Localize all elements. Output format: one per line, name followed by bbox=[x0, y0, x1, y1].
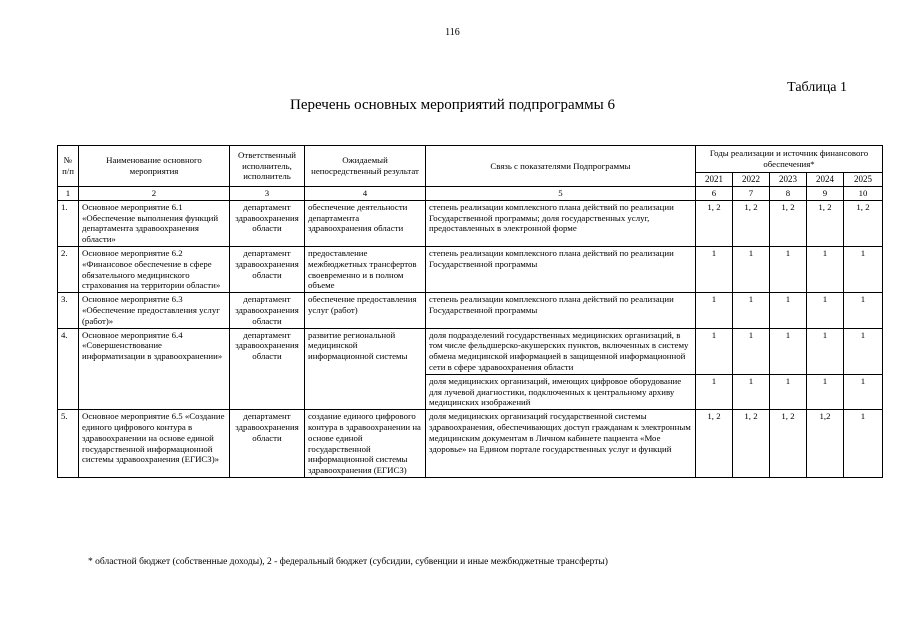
row-num: 2. bbox=[58, 246, 79, 292]
column-number: 1 bbox=[58, 186, 79, 200]
header-year: 2021 bbox=[696, 173, 733, 187]
year-funding-value: 1, 2 bbox=[844, 200, 883, 246]
year-funding-value: 1 bbox=[807, 374, 844, 409]
header-executor: Ответственный исполнитель, исполнитель bbox=[230, 146, 305, 187]
year-funding-value: 1 bbox=[770, 293, 807, 328]
year-funding-value: 1 bbox=[844, 293, 883, 328]
header-result: Ожидаемый непосредственный результат bbox=[305, 146, 426, 187]
indicator-link: доля медицинских организаций государственной системы здравоохранения, обеспечивающих доступ гражданам к электронным медицинским документам в Личном кабинете пациента «Мое здоровье» на Едином портале государственных услуг и функций bbox=[426, 410, 696, 478]
activity-name: Основное мероприятие 6.2 «Финансовое обеспечение в сфере обязательного медицинского страхования на территории области» bbox=[79, 246, 230, 292]
row-num: 1. bbox=[58, 200, 79, 246]
row-num: 4. bbox=[58, 328, 79, 410]
year-funding-value: 1 bbox=[696, 246, 733, 292]
table-row bbox=[58, 200, 883, 246]
header-year: 2022 bbox=[733, 173, 770, 187]
header-name: Наименование основного мероприятия bbox=[79, 146, 230, 187]
activity-result: развитие региональной медицинской информационной системы bbox=[305, 328, 426, 410]
year-funding-value: 1 bbox=[770, 374, 807, 409]
table-row bbox=[58, 246, 883, 292]
indicator-link: степень реализации комплексного плана действий по реализации Государственной программы bbox=[426, 293, 696, 328]
year-funding-value: 1, 2 bbox=[770, 200, 807, 246]
column-number: 9 bbox=[807, 186, 844, 200]
table-row bbox=[58, 293, 883, 328]
header-num: № п/п bbox=[58, 146, 79, 187]
page-title: Перечень основных мероприятий подпрограммы 6 bbox=[290, 97, 615, 113]
year-funding-value: 1,2 bbox=[807, 410, 844, 478]
column-number: 7 bbox=[733, 186, 770, 200]
year-funding-value: 1, 2 bbox=[696, 200, 733, 246]
activity-executor: департамент здравоохранения области bbox=[230, 328, 305, 410]
year-funding-value: 1, 2 bbox=[733, 410, 770, 478]
page-number: 116 bbox=[445, 27, 460, 38]
year-funding-value: 1 bbox=[733, 374, 770, 409]
year-funding-value: 1 bbox=[770, 328, 807, 374]
activity-executor: департамент здравоохранения области bbox=[230, 410, 305, 478]
header-year: 2023 bbox=[770, 173, 807, 187]
header-years-group: Годы реализации и источник финансового обеспечения* bbox=[696, 146, 883, 173]
year-funding-value: 1 bbox=[807, 246, 844, 292]
header-link: Связь с показателями Подпрограммы bbox=[426, 146, 696, 187]
indicator-link: доля подразделений государственных медицинских организаций, в том числе фельдшерско-акушерских пунктов, включенных в систему обмена медицинской информацией в защищенной информационной сети в сфере здравоохранения области bbox=[426, 328, 696, 374]
footnote: * областной бюджет (собственные доходы), 2 - федеральный бюджет (субсидии, субвенции и иные межбюджетные трансферты) bbox=[88, 557, 608, 567]
year-funding-value: 1 bbox=[733, 293, 770, 328]
activity-name: Основное мероприятие 6.4 «Совершенствование информатизации в здравоохранении» bbox=[79, 328, 230, 410]
year-funding-value: 1, 2 bbox=[696, 410, 733, 478]
year-funding-value: 1 bbox=[696, 293, 733, 328]
year-funding-value: 1 bbox=[844, 374, 883, 409]
year-funding-value: 1 bbox=[733, 246, 770, 292]
column-number: 8 bbox=[770, 186, 807, 200]
activity-executor: департамент здравоохранения области bbox=[230, 200, 305, 246]
table-row bbox=[58, 328, 883, 374]
year-funding-value: 1 bbox=[807, 293, 844, 328]
activity-result: обеспечение деятельности департамента здравоохранения области bbox=[305, 200, 426, 246]
year-funding-value: 1 bbox=[844, 328, 883, 374]
activity-executor: департамент здравоохранения области bbox=[230, 246, 305, 292]
indicator-link: доля медицинских организаций, имеющих цифровое оборудование для лучевой диагностики, подключенных к центральному архиву медицинских изображений bbox=[426, 374, 696, 409]
activity-result: обеспечение предоставления услуг (работ) bbox=[305, 293, 426, 328]
year-funding-value: 1, 2 bbox=[807, 200, 844, 246]
indicator-link: степень реализации комплексного плана действий по реализации Государственной программы; доля государственных услуг, предоставленных в электронной форме bbox=[426, 200, 696, 246]
activity-executor: департамент здравоохранения области bbox=[230, 293, 305, 328]
year-funding-value: 1 bbox=[696, 374, 733, 409]
year-funding-value: 1 bbox=[770, 246, 807, 292]
column-number: 6 bbox=[696, 186, 733, 200]
year-funding-value: 1 bbox=[733, 328, 770, 374]
row-num: 5. bbox=[58, 410, 79, 478]
column-number: 5 bbox=[426, 186, 696, 200]
header-year: 2025 bbox=[844, 173, 883, 187]
activity-result: создание единого цифрового контура в здравоохранении на основе единой государственной информационной системы здравоохранения (ЕГИСЗ) bbox=[305, 410, 426, 478]
activity-name: Основное мероприятие 6.3 «Обеспечение предоставления услуг (работ)» bbox=[79, 293, 230, 328]
activities-table bbox=[57, 145, 883, 478]
indicator-link: степень реализации комплексного плана действий по реализации Государственной программы bbox=[426, 246, 696, 292]
year-funding-value: 1, 2 bbox=[733, 200, 770, 246]
row-num: 3. bbox=[58, 293, 79, 328]
header-year: 2024 bbox=[807, 173, 844, 187]
year-funding-value: 1 bbox=[844, 246, 883, 292]
table-label: Таблица 1 bbox=[787, 80, 847, 95]
activity-name: Основное мероприятие 6.5 «Создание единого цифрового контура в здравоохранении на основе единой государственной информационной системы здравоохранения (ЕГИСЗ)» bbox=[79, 410, 230, 478]
year-funding-value: 1 bbox=[696, 328, 733, 374]
activity-name: Основное мероприятие 6.1 «Обеспечение выполнения функций департамента здравоохранения области» bbox=[79, 200, 230, 246]
year-funding-value: 1 bbox=[844, 410, 883, 478]
column-number: 3 bbox=[230, 186, 305, 200]
table-row bbox=[58, 410, 883, 478]
year-funding-value: 1 bbox=[807, 328, 844, 374]
column-number: 10 bbox=[844, 186, 883, 200]
column-number: 2 bbox=[79, 186, 230, 200]
activity-result: предоставление межбюджетных трансфертов своевременно и в полном объеме bbox=[305, 246, 426, 292]
year-funding-value: 1, 2 bbox=[770, 410, 807, 478]
column-number: 4 bbox=[305, 186, 426, 200]
